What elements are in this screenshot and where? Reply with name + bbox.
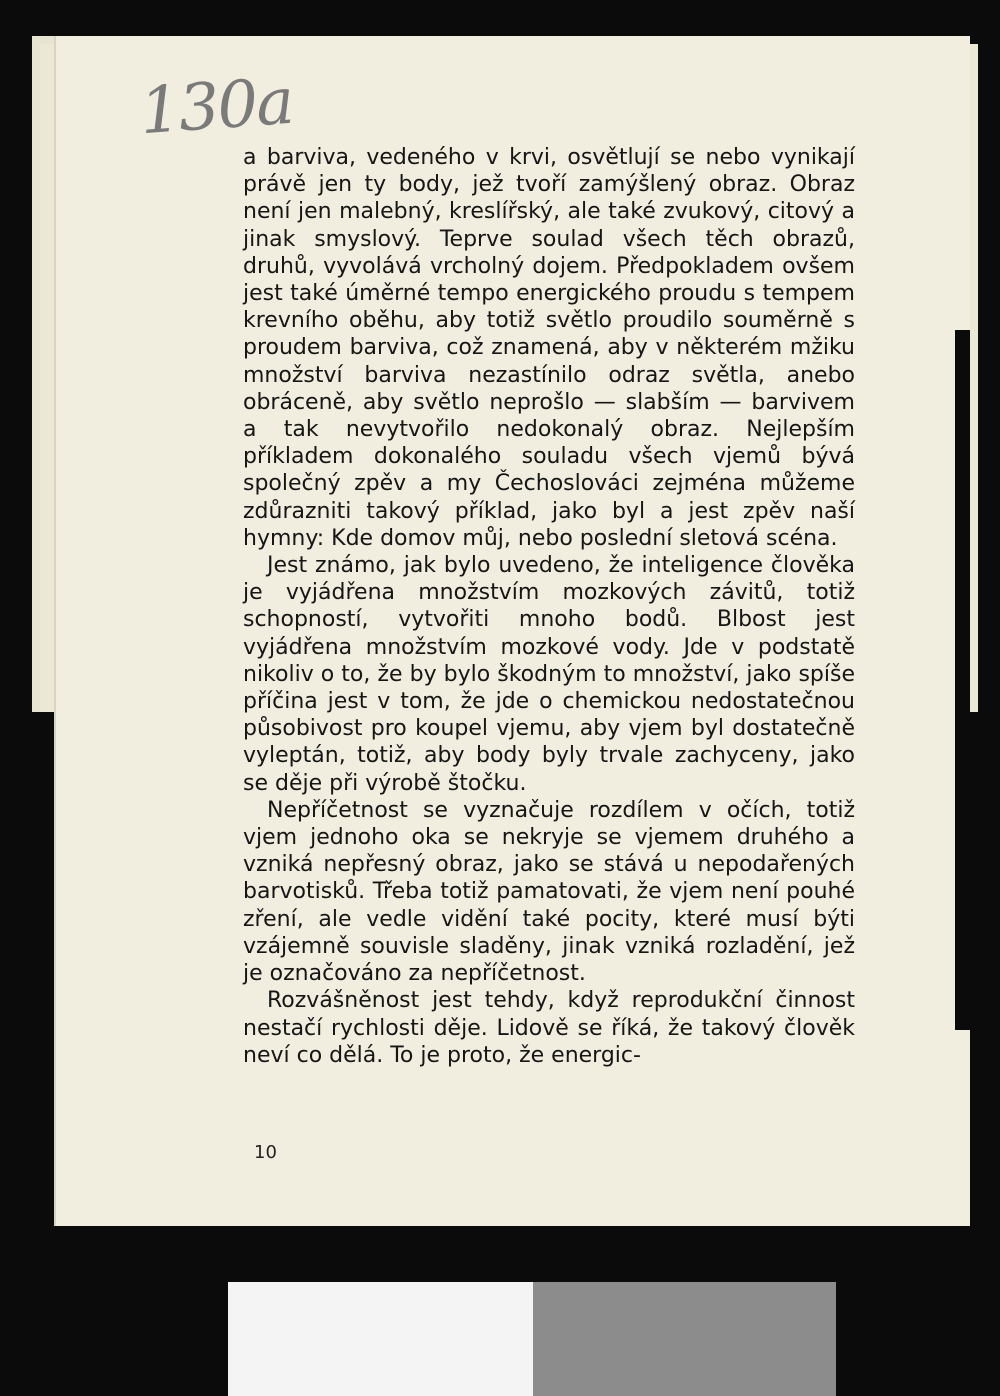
- calibration-card-white: [228, 1282, 533, 1396]
- page-edge-shadow: [955, 330, 970, 1030]
- paragraph-4: Rozvášněnost jest tehdy, když reprodukční činnost nestačí rychlosti děje. Lidově se říká, že takový člověk neví co dělá. To je proto, že energic-: [243, 988, 855, 1068]
- handwritten-page-mark: 130a: [137, 64, 295, 150]
- page-number: 10: [254, 1142, 277, 1163]
- paragraph-2: Jest známo, jak bylo uvedeno, že inteligence člověka je vyjádřena množstvím mozkových závitů, totiž schopností, vytvořiti mnoho bodů. Blbost jest vyjádřena množstvím mozkové vody. Jde v podstatě nikoliv o to, že by bylo škodným to množství, jako spíše příčina jest v tom, že jde o chemickou nedostatečnou působivost pro koupel vjemu, aby vjem byl dostatečně vyleptán, totiž, aby body byly trvale zachyceny, jako se děje při výrobě štočku.: [243, 553, 855, 796]
- calibration-card-gray: [533, 1282, 836, 1396]
- paragraph-1: a barviva, vedeného v krvi, osvětlují se nebo vynikají právě jen ty body, jež tvoří zamýšlený obraz. Obraz není jen malebný, kreslířský, ale také zvukový, citový a jinak smyslový. Teprve soulad všech těch obrazů, druhů, vyvolává vrcholný dojem. Předpokladem ovšem jest také úměrné tempo energického proudu s tempem krevního oběhu, aby totiž světlo proudilo souměrně s proudem barviva, což znamená, aby v některém mžiku množství barviva nezastínilo odraz světla, anebo obráceně, aby světlo neprošlo — slabším — barvivem a tak nevytvořilo nedokonalý obraz. Nejlepším příkladem dokonalého souladu všech vjemů bývá společný zpěv a my Čechoslováci zejména můžeme zdůrazniti takový příklad, jako byl a jest zpěv naší hymny: Kde domov můj, nebo poslední sletová scéna.: [243, 145, 855, 551]
- paragraph-3: Nepříčetnost se vyznačuje rozdílem v očích, totiž vjem jednoho oka se nekryje se vjemem druhého a vzniká nepřesný obraz, jako se stává u nepodařených barvotisků. Třeba totiž pamatovati, že vjem není pouhé zření, ale vedle vidění také pocity, které musí býti vzájemně souvisle sladěny, jinak vzniká rozladění, jež je označováno za nepříčetnost.: [243, 797, 855, 987]
- body-text: [243, 144, 855, 1069]
